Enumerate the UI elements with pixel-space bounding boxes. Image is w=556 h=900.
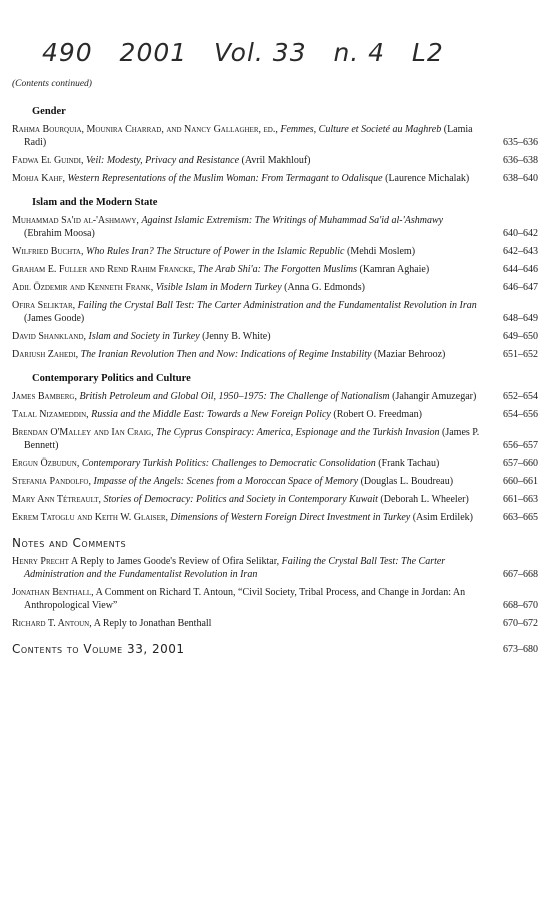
entry-pages: 654–656 bbox=[503, 409, 538, 420]
entry-pages: 660–661 bbox=[503, 476, 538, 487]
entry-authors: Mary Ann Tétreault, bbox=[12, 494, 102, 505]
notes-heading: Notes and Comments bbox=[12, 536, 127, 550]
entry-title: Failing the Crystal Ball Test: The Carter Administration and the Fundamentalist Revolution in Iran bbox=[24, 556, 446, 580]
entry-pages: 661–663 bbox=[503, 494, 538, 505]
entry-authors: David Shankland, bbox=[12, 331, 87, 342]
list-item bbox=[12, 390, 538, 403]
entry-description: A Reply to Jonathan Benthall bbox=[93, 618, 212, 629]
entry-authors: Mohja Kahf, bbox=[12, 173, 66, 184]
entry-title: Russia and the Middle East: Towards a New Foreign Policy bbox=[91, 409, 331, 420]
list-item bbox=[12, 586, 538, 612]
entry-authors: Rahma Bourquia, Mounira Charrad, and Nancy Gallagher, ed., bbox=[12, 124, 278, 135]
entry-pages: 651–652 bbox=[503, 349, 538, 360]
list-item bbox=[12, 263, 538, 276]
entry-reviewer: (Maziar Behrooz) bbox=[373, 349, 446, 360]
table-of-contents bbox=[12, 106, 538, 656]
section-islam-modern-state bbox=[12, 197, 538, 361]
entry-reviewer: (Lamia Radi) bbox=[24, 124, 473, 148]
list-item bbox=[12, 475, 538, 488]
entry-authors: Fadwa El Guindi, bbox=[12, 155, 84, 166]
entry-pages: 638–640 bbox=[503, 173, 538, 184]
entry-reviewer: (Asim Erdilek) bbox=[412, 512, 473, 523]
entry-authors: James Bamberg, bbox=[12, 391, 77, 402]
list-item bbox=[12, 511, 538, 524]
entry-authors: Ergun Özbudun, bbox=[12, 458, 80, 469]
entry-pages: 667–668 bbox=[503, 569, 538, 580]
entry-reviewer: (Ebrahim Moosa) bbox=[24, 228, 95, 239]
entry-title: Femmes, Culture et Societé au Maghreb bbox=[280, 124, 442, 135]
entry-title: Visible Islam in Modern Turkey bbox=[155, 282, 282, 293]
entry-reviewer: (Robert O. Freedman) bbox=[333, 409, 422, 420]
list-item bbox=[12, 154, 538, 167]
entry-title: Who Rules Iran? The Structure of Power in the Islamic Republic bbox=[86, 246, 345, 257]
entry-title: The Iranian Revolution Then and Now: Indications of Regime Instability bbox=[80, 349, 372, 360]
section-title: Islam and the Modern State bbox=[32, 197, 158, 208]
entry-pages: 670–672 bbox=[503, 618, 538, 629]
volume-contents-row bbox=[12, 642, 538, 656]
entry-reviewer: (Jahangir Amuzegar) bbox=[392, 391, 477, 402]
section-notes-comments bbox=[12, 536, 538, 630]
volume-contents-heading: Contents to Volume 33, 2001 bbox=[12, 642, 185, 656]
list-item bbox=[12, 281, 538, 294]
entry-pages: 642–643 bbox=[503, 246, 538, 257]
entry-description: A Reply to James Goode's Review of Ofira Seliktar, bbox=[70, 556, 280, 567]
entry-authors: Stefania Pandolfo, bbox=[12, 476, 91, 487]
entry-reviewer: (Mehdi Moslem) bbox=[346, 246, 416, 257]
section-title: Contemporary Politics and Culture bbox=[32, 373, 191, 384]
entry-authors: Wilfried Buchta, bbox=[12, 246, 84, 257]
entry-pages: 668–670 bbox=[503, 600, 538, 611]
entry-reviewer: (Kamran Aghaie) bbox=[359, 264, 430, 275]
entry-title: British Petroleum and Global Oil, 1950–1975: The Challenge of Nationalism bbox=[79, 391, 390, 402]
handwritten-note: 490 2001 Vol. 33 n. 4 L2 bbox=[42, 38, 444, 67]
list-item bbox=[12, 555, 538, 581]
entry-authors: Adil Özdemir and Kenneth Frank, bbox=[12, 282, 154, 293]
entry-title: Failing the Crystal Ball Test: The Carter Administration and the Fundamentalist Revolution in Iran bbox=[77, 300, 477, 311]
entry-reviewer: (Jenny B. White) bbox=[202, 331, 271, 342]
entry-reviewer: (James Goode) bbox=[24, 313, 85, 324]
entry-pages: 673–680 bbox=[503, 644, 538, 655]
entry-title: Stories of Democracy: Politics and Society in Contemporary Kuwait bbox=[103, 494, 378, 505]
list-item bbox=[12, 617, 538, 630]
entry-pages: 648–649 bbox=[503, 313, 538, 324]
entry-authors: Ofira Seliktar, bbox=[12, 300, 76, 311]
list-item bbox=[12, 330, 538, 343]
entry-authors: Muhammad Sa'id al-'Ashmawy, bbox=[12, 215, 139, 226]
entry-authors: Dariush Zahedi, bbox=[12, 349, 79, 360]
entry-pages: 656–657 bbox=[503, 440, 538, 451]
entry-pages: 636–638 bbox=[503, 155, 538, 166]
entry-title: Against Islamic Extremism: The Writings of Muhammad Sa'id al-'Ashmawy bbox=[141, 215, 444, 226]
entry-pages: 657–660 bbox=[503, 458, 538, 469]
list-item bbox=[12, 245, 538, 258]
list-item bbox=[12, 457, 538, 470]
entry-reviewer: (Deborah L. Wheeler) bbox=[380, 494, 469, 505]
entry-title: Islam and Society in Turkey bbox=[88, 331, 200, 342]
entry-reviewer: (Douglas L. Boudreau) bbox=[360, 476, 454, 487]
entry-authors: Jonathan Benthall, bbox=[12, 587, 94, 598]
entry-title: The Cyprus Conspiracy: America, Espionage and the Turkish Invasion bbox=[156, 427, 440, 438]
entry-title: Western Representations of the Muslim Woman: From Termagant to Odalisque bbox=[67, 173, 383, 184]
entry-reviewer: (Laurence Michalak) bbox=[385, 173, 470, 184]
entry-reviewer: (James P. Bennett) bbox=[24, 427, 480, 451]
list-item bbox=[12, 348, 538, 361]
entry-pages: 644–646 bbox=[503, 264, 538, 275]
list-item bbox=[12, 493, 538, 506]
entry-title: Contemporary Turkish Politics: Challenges to Democratic Consolidation bbox=[81, 458, 376, 469]
entry-title: Dimensions of Western Foreign Direct Investment in Turkey bbox=[170, 512, 411, 523]
entry-pages: 635–636 bbox=[503, 137, 538, 148]
entry-authors: Ekrem Tatoglu and Keith W. Glaiser, bbox=[12, 512, 169, 523]
list-item bbox=[12, 408, 538, 421]
entry-title: The Arab Shi'a: The Forgotten Muslims bbox=[197, 264, 357, 275]
entry-reviewer: (Anna G. Edmonds) bbox=[284, 282, 365, 293]
entry-pages: 646–647 bbox=[503, 282, 538, 293]
entry-pages: 663–665 bbox=[503, 512, 538, 523]
entry-description: A Comment on Richard T. Antoun, “Civil Society, Tribal Process, and Change in Jordan: An Anthropological View” bbox=[24, 587, 466, 611]
entry-reviewer: (Frank Tachau) bbox=[378, 458, 440, 469]
entry-reviewer: (Avril Makhlouf) bbox=[241, 155, 311, 166]
section-title: Gender bbox=[32, 106, 66, 117]
entry-authors: Henry Precht bbox=[12, 556, 69, 567]
entry-pages: 640–642 bbox=[503, 228, 538, 239]
entry-title: Impasse of the Angels: Scenes from a Moroccan Space of Memory bbox=[93, 476, 359, 487]
entry-authors: Richard T. Antoun, bbox=[12, 618, 92, 629]
list-item bbox=[12, 214, 538, 240]
entry-pages: 652–654 bbox=[503, 391, 538, 402]
section-gender bbox=[12, 106, 538, 185]
section-contemporary-politics bbox=[12, 373, 538, 524]
entry-pages: 649–650 bbox=[503, 331, 538, 342]
contents-continued-label: (Contents continued) bbox=[12, 79, 92, 89]
list-item bbox=[12, 426, 538, 452]
entry-authors: Talal Nizameddin, bbox=[12, 409, 89, 420]
entry-authors: Graham E. Fuller and Rend Rahim Francke, bbox=[12, 264, 196, 275]
list-item bbox=[12, 299, 538, 325]
list-item bbox=[12, 172, 538, 185]
list-item bbox=[12, 123, 538, 149]
entry-authors: Brendan O'Malley and Ian Craig, bbox=[12, 427, 154, 438]
entry-title: Veil: Modesty, Privacy and Resistance bbox=[86, 155, 240, 166]
